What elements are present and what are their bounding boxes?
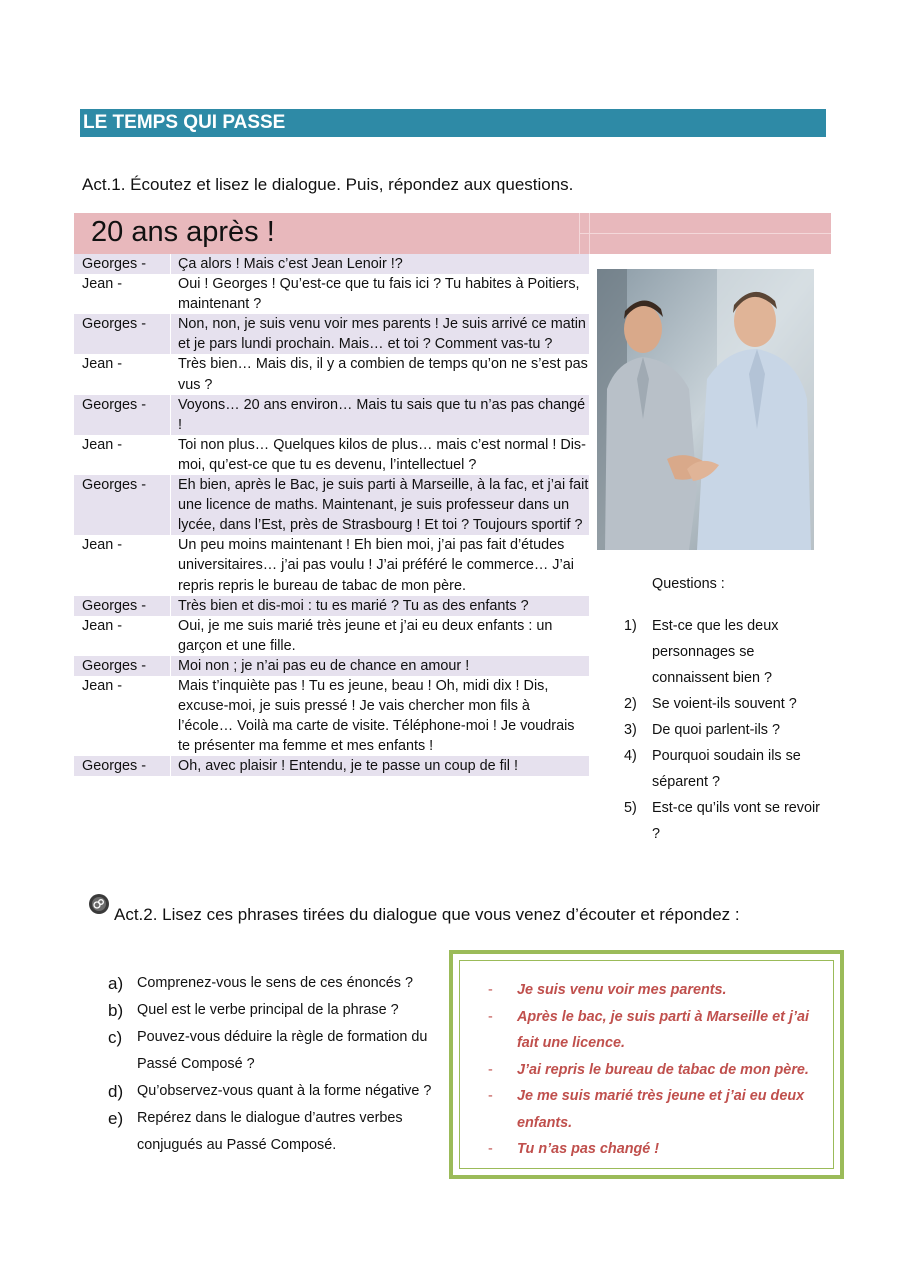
dialog-row (74, 435, 589, 475)
act2-item (108, 1024, 453, 1078)
line-text: Ça alors ! Mais c’est Jean Lenoir !? (170, 254, 589, 274)
dialog-row (74, 656, 589, 676)
example-dash: - (488, 1088, 493, 1104)
speaker: Georges - (74, 656, 170, 676)
dialog-row (74, 756, 589, 776)
speaker: Georges - (74, 756, 170, 776)
question-item (624, 743, 824, 795)
speaker: Jean - (74, 676, 170, 756)
act2-item-letter: b) (108, 1001, 124, 1020)
dialog-row (74, 254, 589, 274)
audio-cd-icon (88, 893, 110, 915)
dialog-row (74, 535, 589, 595)
dialog-row (74, 274, 589, 314)
act2-item-letter: a) (108, 974, 124, 993)
act2-item-text: Comprenez-vous le sens de ces énoncés ? (137, 975, 413, 991)
dialog-row (74, 596, 589, 616)
example-dash: - (488, 1141, 493, 1157)
questions-title: Questions : (652, 576, 725, 592)
act2-item (108, 1078, 453, 1105)
dialog-row (74, 314, 589, 354)
line-text: Oh, avec plaisir ! Entendu, je te passe un coup de fil ! (170, 756, 589, 776)
example-item (488, 1004, 833, 1057)
act2-item (108, 1105, 453, 1159)
header-divider (579, 233, 831, 234)
example-item (488, 1083, 833, 1136)
example-item (488, 977, 833, 1004)
dialog-header (74, 213, 831, 254)
act2-item-letter: c) (108, 1028, 123, 1047)
question-text: Est-ce que les deux personnages se connaissent bien ? (652, 618, 779, 686)
example-text: Je me suis marié très jeune et j’ai eu deux enfants. (517, 1088, 805, 1131)
dialog-row (74, 395, 589, 435)
dialog-title: 20 ans après ! (91, 216, 275, 248)
line-text: Mais t’inquiète pas ! Tu es jeune, beau ! Oh, midi dix ! Dis, excuse-moi, je suis pressé ! Je vais chercher mon fils à l’école… Voilà ma carte de visite. Téléphone-moi ! Je voudrais te présenter ma femme et mes enfants ! (170, 676, 589, 756)
line-text: Non, non, je suis venu voir mes parents ! Je suis arrivé ce matin et je pars lundi prochain. Mais… et toi ? Comment vas-tu ? (170, 314, 589, 354)
speaker: Georges - (74, 596, 170, 616)
act2-instruction: Act.2. Lisez ces phrases tirées du dialogue que vous venez d’écouter et répondez : (114, 905, 740, 924)
question-text: Est-ce qu’ils vont se revoir ? (652, 800, 820, 842)
act2-item-text: Repérez dans le dialogue d’autres verbes conjugués au Passé Composé. (137, 1110, 403, 1153)
speaker: Jean - (74, 535, 170, 595)
dialog-row (74, 354, 589, 394)
example-item (488, 1136, 833, 1163)
speaker: Jean - (74, 354, 170, 394)
line-text: Toi non plus… Quelques kilos de plus… mais c’est normal ! Dis-moi, qu’est-ce que tu es devenu, l’intellectuel ? (170, 435, 589, 475)
example-text: Je suis venu voir mes parents. (517, 982, 727, 998)
line-text: Moi non ; je n’ai pas eu de chance en amour ! (170, 656, 589, 676)
act2-item-text: Pouvez-vous déduire la règle de formation du Passé Composé ? (137, 1029, 428, 1072)
speaker: Jean - (74, 435, 170, 475)
speaker: Georges - (74, 395, 170, 435)
act2-item-text: Quel est le verbe principal de la phrase ? (137, 1002, 399, 1018)
example-dash: - (488, 1008, 493, 1025)
speaker: Jean - (74, 616, 170, 656)
question-text: Se voient-ils souvent ? (652, 696, 797, 712)
speaker: Georges - (74, 314, 170, 354)
examples-list (488, 977, 833, 1163)
speaker: Georges - (74, 254, 170, 274)
speaker: Jean - (74, 274, 170, 314)
act2-item-text: Qu’observez-vous quant à la forme négative ? (137, 1083, 432, 1099)
questions-list (624, 613, 824, 847)
dialog-row (74, 475, 589, 535)
question-item (624, 613, 824, 691)
question-number: 3) (624, 722, 637, 738)
act2-questions-list (108, 970, 453, 1159)
example-text: Après le bac, je suis parti à Marseille et j’ai fait une licence. (517, 1008, 809, 1051)
dialog-row (74, 676, 589, 756)
example-dash: - (488, 982, 493, 998)
line-text: Très bien et dis-moi : tu es marié ? Tu as des enfants ? (170, 596, 589, 616)
line-text: Oui ! Georges ! Qu’est-ce que tu fais ici ? Tu habites à Poitiers, maintenant ? (170, 274, 589, 314)
section-title: LE TEMPS QUI PASSE (83, 112, 286, 133)
example-item (488, 1057, 833, 1084)
dialog-table (74, 254, 589, 776)
question-item (624, 717, 824, 743)
line-text: Eh bien, après le Bac, je suis parti à Marseille, à la fac, et j’ai fait une licence de maths. Maintenant, je suis professeur dans un lycée, dans l’Est, près de Strasbourg ! Et toi ? Toujours sportif ? (170, 475, 589, 535)
handshake-photo (597, 269, 814, 550)
line-text: Très bien… Mais dis, il y a combien de temps qu’on ne s’est pas vus ? (170, 354, 589, 394)
line-text: Voyons… 20 ans environ… Mais tu sais que tu n’as pas changé ! (170, 395, 589, 435)
example-text: J’ai repris le bureau de tabac de mon père. (517, 1061, 809, 1078)
act2-item (108, 970, 453, 997)
speaker: Georges - (74, 475, 170, 535)
line-text: Un peu moins maintenant ! Eh bien moi, j’ai pas fait d’études universitaires… j’ai pas voulu ! J’ai préféré le commerce… J’ai repris repris le bureau de tabac de mon père. (170, 535, 589, 595)
question-text: Pourquoi soudain ils se séparent ? (652, 748, 801, 790)
dialog-row (74, 616, 589, 656)
question-number: 4) (624, 748, 637, 764)
act1-instruction: Act.1. Écoutez et lisez le dialogue. Puis, répondez aux questions. (82, 175, 574, 194)
question-number: 1) (624, 618, 637, 634)
act2-item-letter: d) (108, 1082, 124, 1101)
example-dash: - (488, 1061, 493, 1078)
question-number: 2) (624, 696, 637, 712)
question-text: De quoi parlent-ils ? (652, 722, 780, 738)
example-text: Tu n’as pas changé ! (517, 1141, 660, 1157)
question-number: 5) (624, 800, 637, 816)
question-item (624, 691, 824, 717)
act2-item (108, 997, 453, 1024)
line-text: Oui, je me suis marié très jeune et j’ai eu deux enfants : un garçon et une fille. (170, 616, 589, 656)
section-title-bar (80, 109, 826, 137)
question-item (624, 795, 824, 847)
act2-item-letter: e) (108, 1109, 124, 1128)
